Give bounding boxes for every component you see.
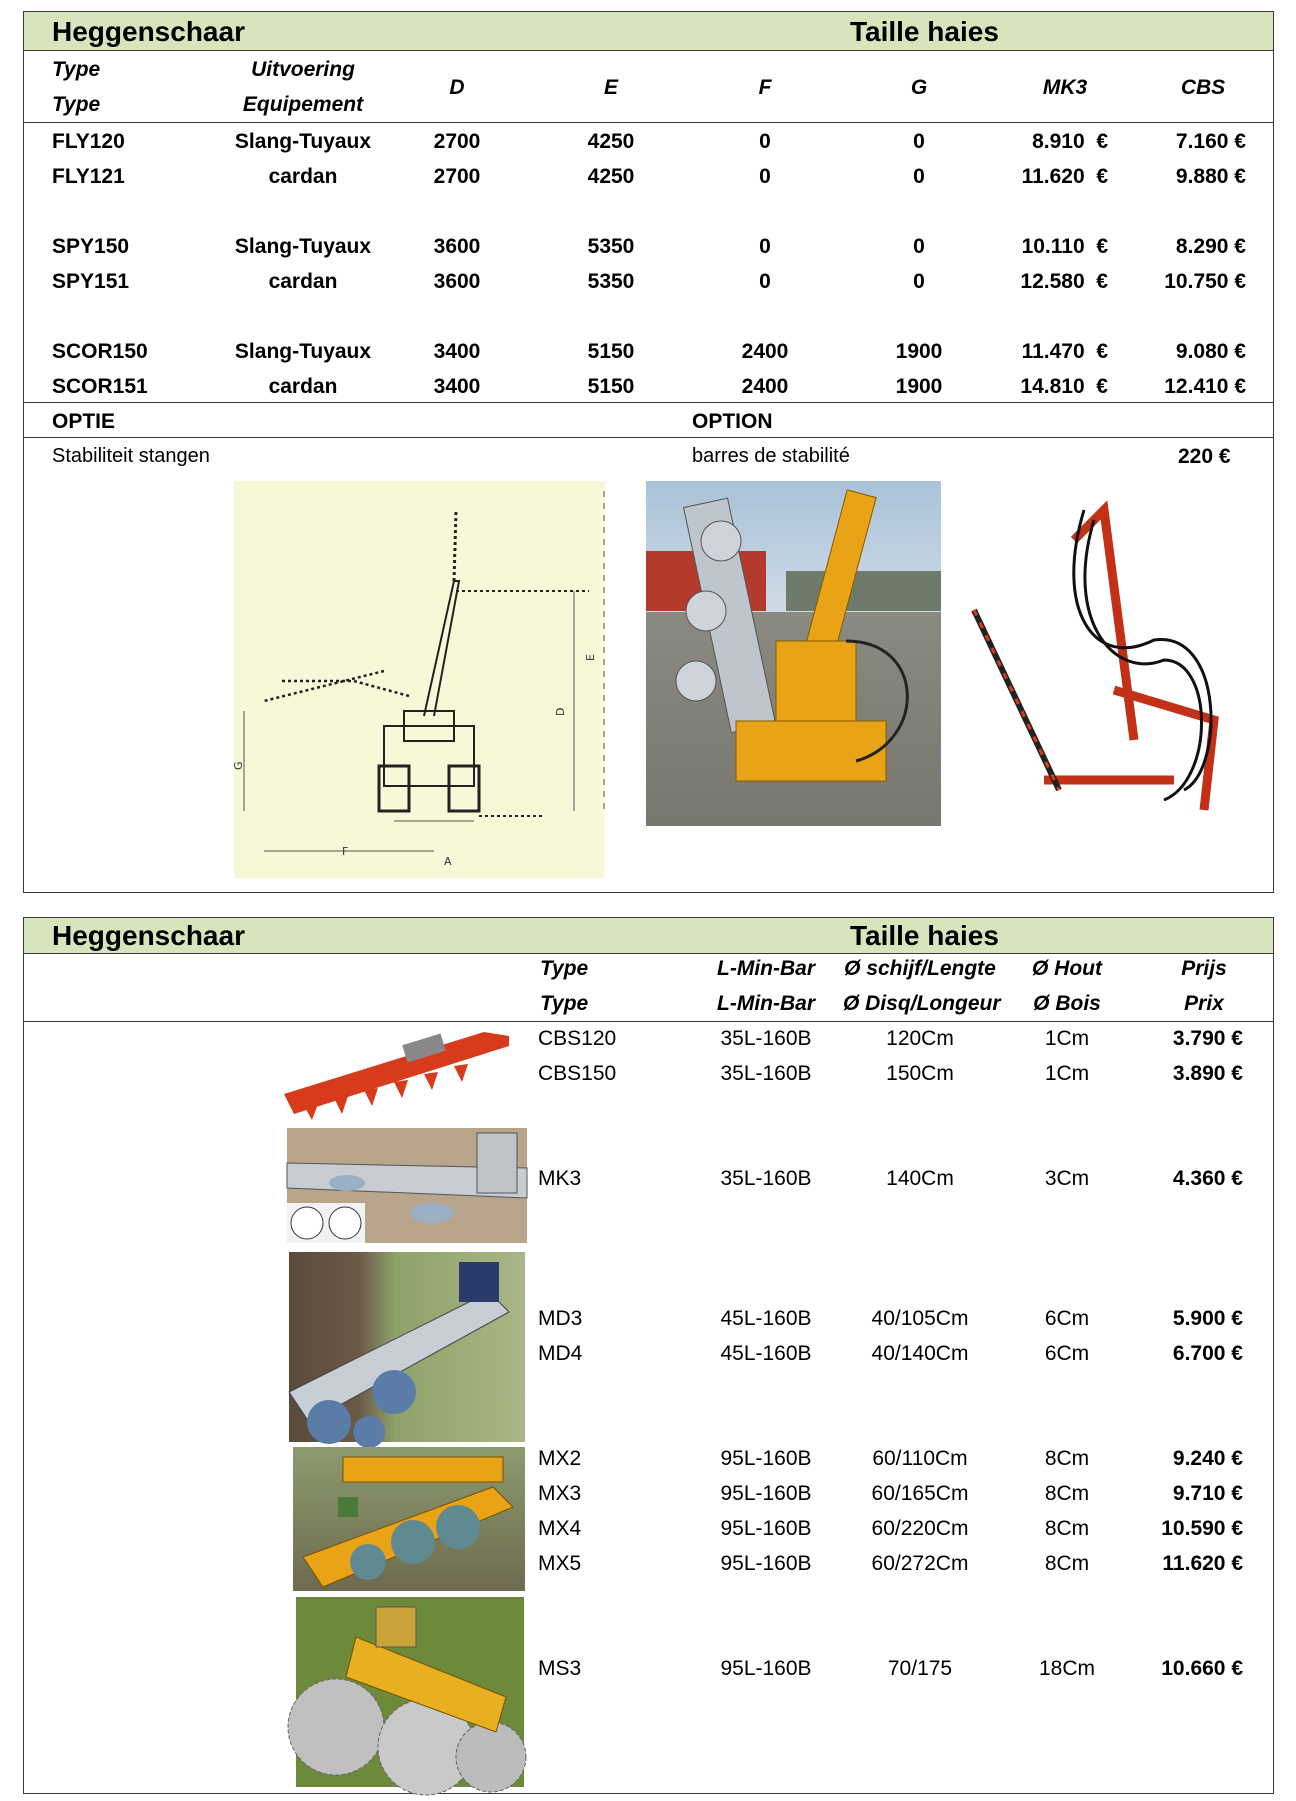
product-wood: 18Cm: [1038, 1657, 1096, 1680]
option-item-fr: barres de stabilité: [692, 445, 850, 467]
header-e: E: [603, 76, 619, 99]
row-f: 0: [759, 165, 771, 188]
row-e: 5150: [587, 340, 635, 363]
product-type: MK3: [538, 1167, 582, 1190]
row-cbs-price: 9.880 €: [1175, 165, 1246, 188]
s2-header-hout: Ø Hout: [1032, 957, 1102, 980]
row-mk3-price: 12.580 €: [1020, 270, 1108, 293]
row-type: FLY121: [52, 165, 125, 188]
product-type: MS3: [538, 1657, 582, 1680]
row-equipment: cardan: [268, 375, 338, 398]
row-e: 5350: [587, 270, 635, 293]
row-cbs-price: 7.160 €: [1175, 130, 1246, 153]
row-mk3-price: 10.110 €: [1021, 235, 1108, 258]
product-bar: 95L-160B: [720, 1517, 812, 1540]
row-e: 4250: [587, 130, 635, 153]
diagram-label-g: G: [232, 761, 245, 770]
s2-header-type-nl: Type: [540, 957, 589, 980]
header-d: D: [449, 76, 465, 99]
product-photo-mx: [293, 1447, 525, 1591]
row-cbs-price: 10.750 €: [1164, 270, 1246, 293]
product-disc: 60/110Cm: [872, 1447, 968, 1470]
product-disc: 40/140Cm: [871, 1342, 969, 1365]
row-type: SPY151: [52, 270, 130, 293]
row-d: 3400: [433, 375, 481, 398]
row-d: 2700: [433, 130, 481, 153]
product-bar: 35L-160B: [720, 1027, 812, 1050]
row-cbs-price: 12.410 €: [1164, 375, 1246, 398]
product-bar: 45L-160B: [720, 1307, 812, 1330]
section1-title-fr: Taille haies: [850, 16, 999, 47]
row-e: 5150: [587, 375, 635, 398]
row-type: SCOR150: [52, 340, 148, 363]
row-equipment: Slang-Tuyaux: [234, 340, 372, 363]
option-price: 220 €: [1178, 445, 1231, 468]
product-type: MX3: [538, 1482, 582, 1505]
row-d: 3600: [433, 270, 481, 293]
product-type: MD4: [538, 1342, 583, 1365]
product-disc: 60/272Cm: [871, 1552, 969, 1575]
option-item-nl: Stabiliteit stangen: [52, 445, 210, 467]
product-type: MX4: [538, 1517, 582, 1540]
row-f: 2400: [741, 375, 789, 398]
s2-header-prix: Prix: [1184, 992, 1224, 1015]
product-photo-mk3: [287, 1128, 527, 1243]
product-price: 6.700 €: [1172, 1342, 1243, 1365]
row-mk3-price: 14.810 €: [1020, 375, 1108, 398]
diagram-label-a: A: [444, 855, 452, 868]
row-f: 0: [759, 130, 771, 153]
product-price: 10.590 €: [1161, 1517, 1243, 1540]
row-g: 0: [913, 130, 925, 153]
product-photo-cbs: [284, 1024, 509, 1124]
row-mk3-price: 11.620 €: [1021, 165, 1108, 188]
product-bar: 95L-160B: [720, 1657, 812, 1680]
product-price: 5.900 €: [1172, 1307, 1243, 1330]
section1-title-nl: Heggenschaar: [52, 16, 245, 47]
row-type: FLY120: [52, 130, 125, 153]
s2-header-type-fr: Type: [540, 992, 589, 1015]
section2-header-divider: [24, 1021, 1273, 1022]
product-price: 9.240 €: [1172, 1447, 1243, 1470]
s2-header-lminbar-nl: L-Min-Bar: [717, 957, 815, 980]
row-type: SPY150: [52, 235, 130, 258]
header-mk3: MK3: [1042, 76, 1088, 99]
row-equipment: cardan: [268, 270, 338, 293]
row-f: 0: [759, 235, 771, 258]
row-d: 2700: [433, 165, 481, 188]
product-wood: 3Cm: [1044, 1167, 1090, 1190]
header-uitvoering: Uitvoering: [251, 58, 355, 81]
row-e: 5350: [587, 235, 635, 258]
product-wood: 1Cm: [1044, 1027, 1090, 1050]
product-disc: 70/175: [887, 1657, 953, 1680]
s2-header-prijs: Prijs: [1181, 957, 1227, 980]
row-g: 0: [913, 235, 925, 258]
hedge-cutter-photo-red: [964, 490, 1239, 825]
row-mk3-price: 11.470 €: [1021, 340, 1108, 363]
product-disc: 140Cm: [886, 1167, 954, 1190]
row-g: 1900: [895, 375, 943, 398]
product-type: MD3: [538, 1307, 583, 1330]
s2-header-disq: Ø Disq/Longeur: [843, 992, 1001, 1015]
product-bar: 35L-160B: [720, 1167, 812, 1190]
option-label-fr: OPTION: [692, 410, 773, 433]
row-cbs-price: 8.290 €: [1175, 235, 1246, 258]
product-price: 9.710 €: [1172, 1482, 1243, 1505]
product-wood: 1Cm: [1044, 1062, 1090, 1085]
header-type-fr: Type: [52, 93, 101, 116]
product-disc: 150Cm: [886, 1062, 954, 1085]
header-type-nl: Type: [52, 58, 101, 81]
product-wood: 8Cm: [1044, 1447, 1090, 1470]
header-equipement: Equipement: [242, 93, 364, 116]
product-wood: 8Cm: [1044, 1552, 1090, 1575]
product-bar: 95L-160B: [720, 1447, 812, 1470]
s2-header-lminbar-fr: L-Min-Bar: [717, 992, 815, 1015]
product-price: 10.660 €: [1161, 1657, 1243, 1680]
product-type: CBS120: [538, 1027, 617, 1050]
header-f: F: [758, 76, 772, 99]
section2-title-nl: Heggenschaar: [52, 920, 245, 951]
section1-header-divider: [24, 122, 1273, 123]
diagram-label-e: E: [584, 654, 597, 661]
row-g: 0: [913, 270, 925, 293]
option-label-nl: OPTIE: [52, 410, 116, 433]
row-f: 0: [759, 270, 771, 293]
row-cbs-price: 9.080 €: [1175, 340, 1246, 363]
product-disc: 60/165Cm: [871, 1482, 969, 1505]
dimension-diagram-image: [234, 481, 605, 878]
row-equipment: Slang-Tuyaux: [234, 235, 372, 258]
product-wood: 8Cm: [1044, 1482, 1090, 1505]
product-disc: 120Cm: [886, 1027, 954, 1050]
product-price: 3.790 €: [1172, 1027, 1243, 1050]
s2-header-bois: Ø Bois: [1033, 992, 1101, 1015]
hedge-cutter-photo-yellow: [646, 481, 941, 826]
product-bar: 45L-160B: [720, 1342, 812, 1365]
product-bar: 95L-160B: [720, 1482, 812, 1505]
product-price: 11.620 €: [1162, 1552, 1243, 1575]
header-cbs: CBS: [1180, 76, 1226, 99]
product-photo-md: [289, 1252, 525, 1442]
product-type: MX5: [538, 1552, 582, 1575]
product-disc: 60/220Cm: [871, 1517, 969, 1540]
product-type: MX2: [538, 1447, 582, 1470]
diagram-label-f: F: [342, 845, 349, 858]
product-wood: 6Cm: [1044, 1342, 1090, 1365]
section2-title-fr: Taille haies: [850, 920, 999, 951]
row-g: 0: [913, 165, 925, 188]
row-f: 2400: [741, 340, 789, 363]
product-type: CBS150: [538, 1062, 617, 1085]
product-photo-ms3: [296, 1597, 524, 1787]
option-top-divider: [24, 402, 1273, 403]
row-equipment: cardan: [268, 165, 338, 188]
product-wood: 6Cm: [1044, 1307, 1090, 1330]
row-d: 3600: [433, 235, 481, 258]
product-disc: 40/105Cm: [871, 1307, 969, 1330]
header-g: G: [910, 76, 928, 99]
option-bottom-divider: [24, 437, 1273, 438]
diagram-label-d: D: [554, 707, 567, 716]
product-price: 3.890 €: [1172, 1062, 1243, 1085]
product-price: 4.360 €: [1172, 1167, 1243, 1190]
product-bar: 35L-160B: [720, 1062, 812, 1085]
product-wood: 8Cm: [1044, 1517, 1090, 1540]
row-g: 1900: [895, 340, 943, 363]
s2-header-schijf: Ø schijf/Lengte: [844, 957, 996, 980]
row-mk3-price: 8.910 €: [1032, 130, 1108, 153]
row-equipment: Slang-Tuyaux: [234, 130, 372, 153]
row-e: 4250: [587, 165, 635, 188]
row-d: 3400: [433, 340, 481, 363]
product-bar: 95L-160B: [720, 1552, 812, 1575]
row-type: SCOR151: [52, 375, 148, 398]
